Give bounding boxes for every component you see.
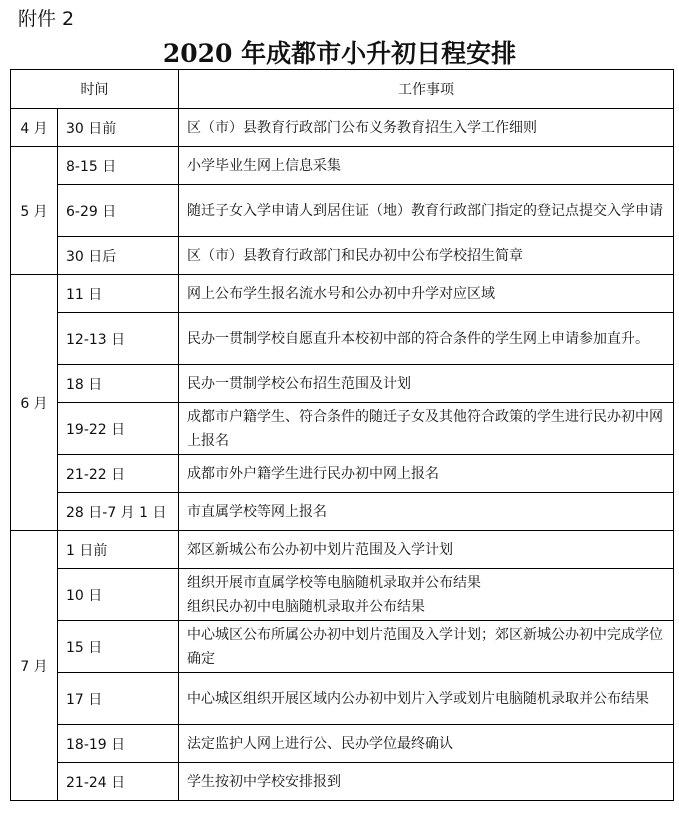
item-cell: 中心城区组织开展区域内公办初中划片入学或划片电脑随机录取并公布结果 xyxy=(179,673,674,725)
table-row xyxy=(11,403,674,455)
item-cell: 区（市）县教育行政部门和民办初中公布学校招生简章 xyxy=(179,237,674,275)
date-cell: 30 日后 xyxy=(58,237,179,275)
table-row xyxy=(11,569,674,621)
date-cell: 6-29 日 xyxy=(58,185,179,237)
item-cell: 民办一贯制学校公布招生范围及计划 xyxy=(179,365,674,403)
schedule-table xyxy=(10,69,674,801)
month-cell: 5 月 xyxy=(11,147,58,275)
table-row xyxy=(11,185,674,237)
table-row xyxy=(11,365,674,403)
item-line: 组织开展市直属学校等电脑随机录取并公布结果 xyxy=(187,574,481,591)
item-cell: 民办一贯制学校自愿直升本校初中部的符合条件的学生网上申请参加直升。 xyxy=(179,313,674,365)
header-items: 工作事项 xyxy=(179,70,674,109)
table-row xyxy=(11,725,674,763)
date-cell: 21-24 日 xyxy=(58,763,179,801)
item-cell: 学生按初中学校安排报到 xyxy=(179,763,674,801)
item-cell: 成都市外户籍学生进行民办初中网上报名 xyxy=(179,455,674,493)
table-row xyxy=(11,109,674,147)
date-cell: 10 日 xyxy=(58,569,179,621)
date-cell: 30 日前 xyxy=(58,109,179,147)
table-row xyxy=(11,455,674,493)
table-row xyxy=(11,237,674,275)
date-cell: 28 日-7 月 1 日 xyxy=(58,493,179,531)
month-cell: 7 月 xyxy=(11,531,58,801)
table-row xyxy=(11,763,674,801)
attachment-label: 附件 2 xyxy=(18,8,75,30)
item-cell: 区（市）县教育行政部门公布义务教育招生入学工作细则 xyxy=(179,109,674,147)
page-title: 2020 年成都市小升初日程安排 xyxy=(162,39,517,68)
table-row xyxy=(11,673,674,725)
table-row xyxy=(11,621,674,673)
table-row xyxy=(11,493,674,531)
table-row xyxy=(11,313,674,365)
table-header-row xyxy=(11,70,674,109)
item-cell: 市直属学校等网上报名 xyxy=(179,493,674,531)
table-row xyxy=(11,531,674,569)
item-cell: 成都市户籍学生、符合条件的随迁子女及其他符合政策的学生进行民办初中网上报名 xyxy=(179,403,674,455)
date-cell: 12-13 日 xyxy=(58,313,179,365)
item-cell xyxy=(179,569,674,621)
date-cell: 18-19 日 xyxy=(58,725,179,763)
date-cell: 17 日 xyxy=(58,673,179,725)
date-cell: 15 日 xyxy=(58,621,179,673)
item-cell: 随迁子女入学申请人到居住证（地）教育行政部门指定的登记点提交入学申请 xyxy=(179,185,674,237)
date-cell: 8-15 日 xyxy=(58,147,179,185)
month-cell: 4 月 xyxy=(11,109,58,147)
date-cell: 18 日 xyxy=(58,365,179,403)
item-cell: 中心城区公布所属公办初中划片范围及入学计划；郊区新城公办初中完成学位确定 xyxy=(179,621,674,673)
item-cell: 法定监护人网上进行公、民办学位最终确认 xyxy=(179,725,674,763)
item-cell: 郊区新城公布公办初中划片范围及入学计划 xyxy=(179,531,674,569)
table-row xyxy=(11,147,674,185)
header-time: 时间 xyxy=(11,70,179,109)
date-cell: 21-22 日 xyxy=(58,455,179,493)
item-cell: 网上公布学生报名流水号和公办初中升学对应区域 xyxy=(179,275,674,313)
month-cell: 6 月 xyxy=(11,275,58,531)
item-cell: 小学毕业生网上信息采集 xyxy=(179,147,674,185)
item-line: 组织民办初中电脑随机录取并公布结果 xyxy=(187,598,425,615)
date-cell: 19-22 日 xyxy=(58,403,179,455)
date-cell: 11 日 xyxy=(58,275,179,313)
table-row xyxy=(11,275,674,313)
date-cell: 1 日前 xyxy=(58,531,179,569)
